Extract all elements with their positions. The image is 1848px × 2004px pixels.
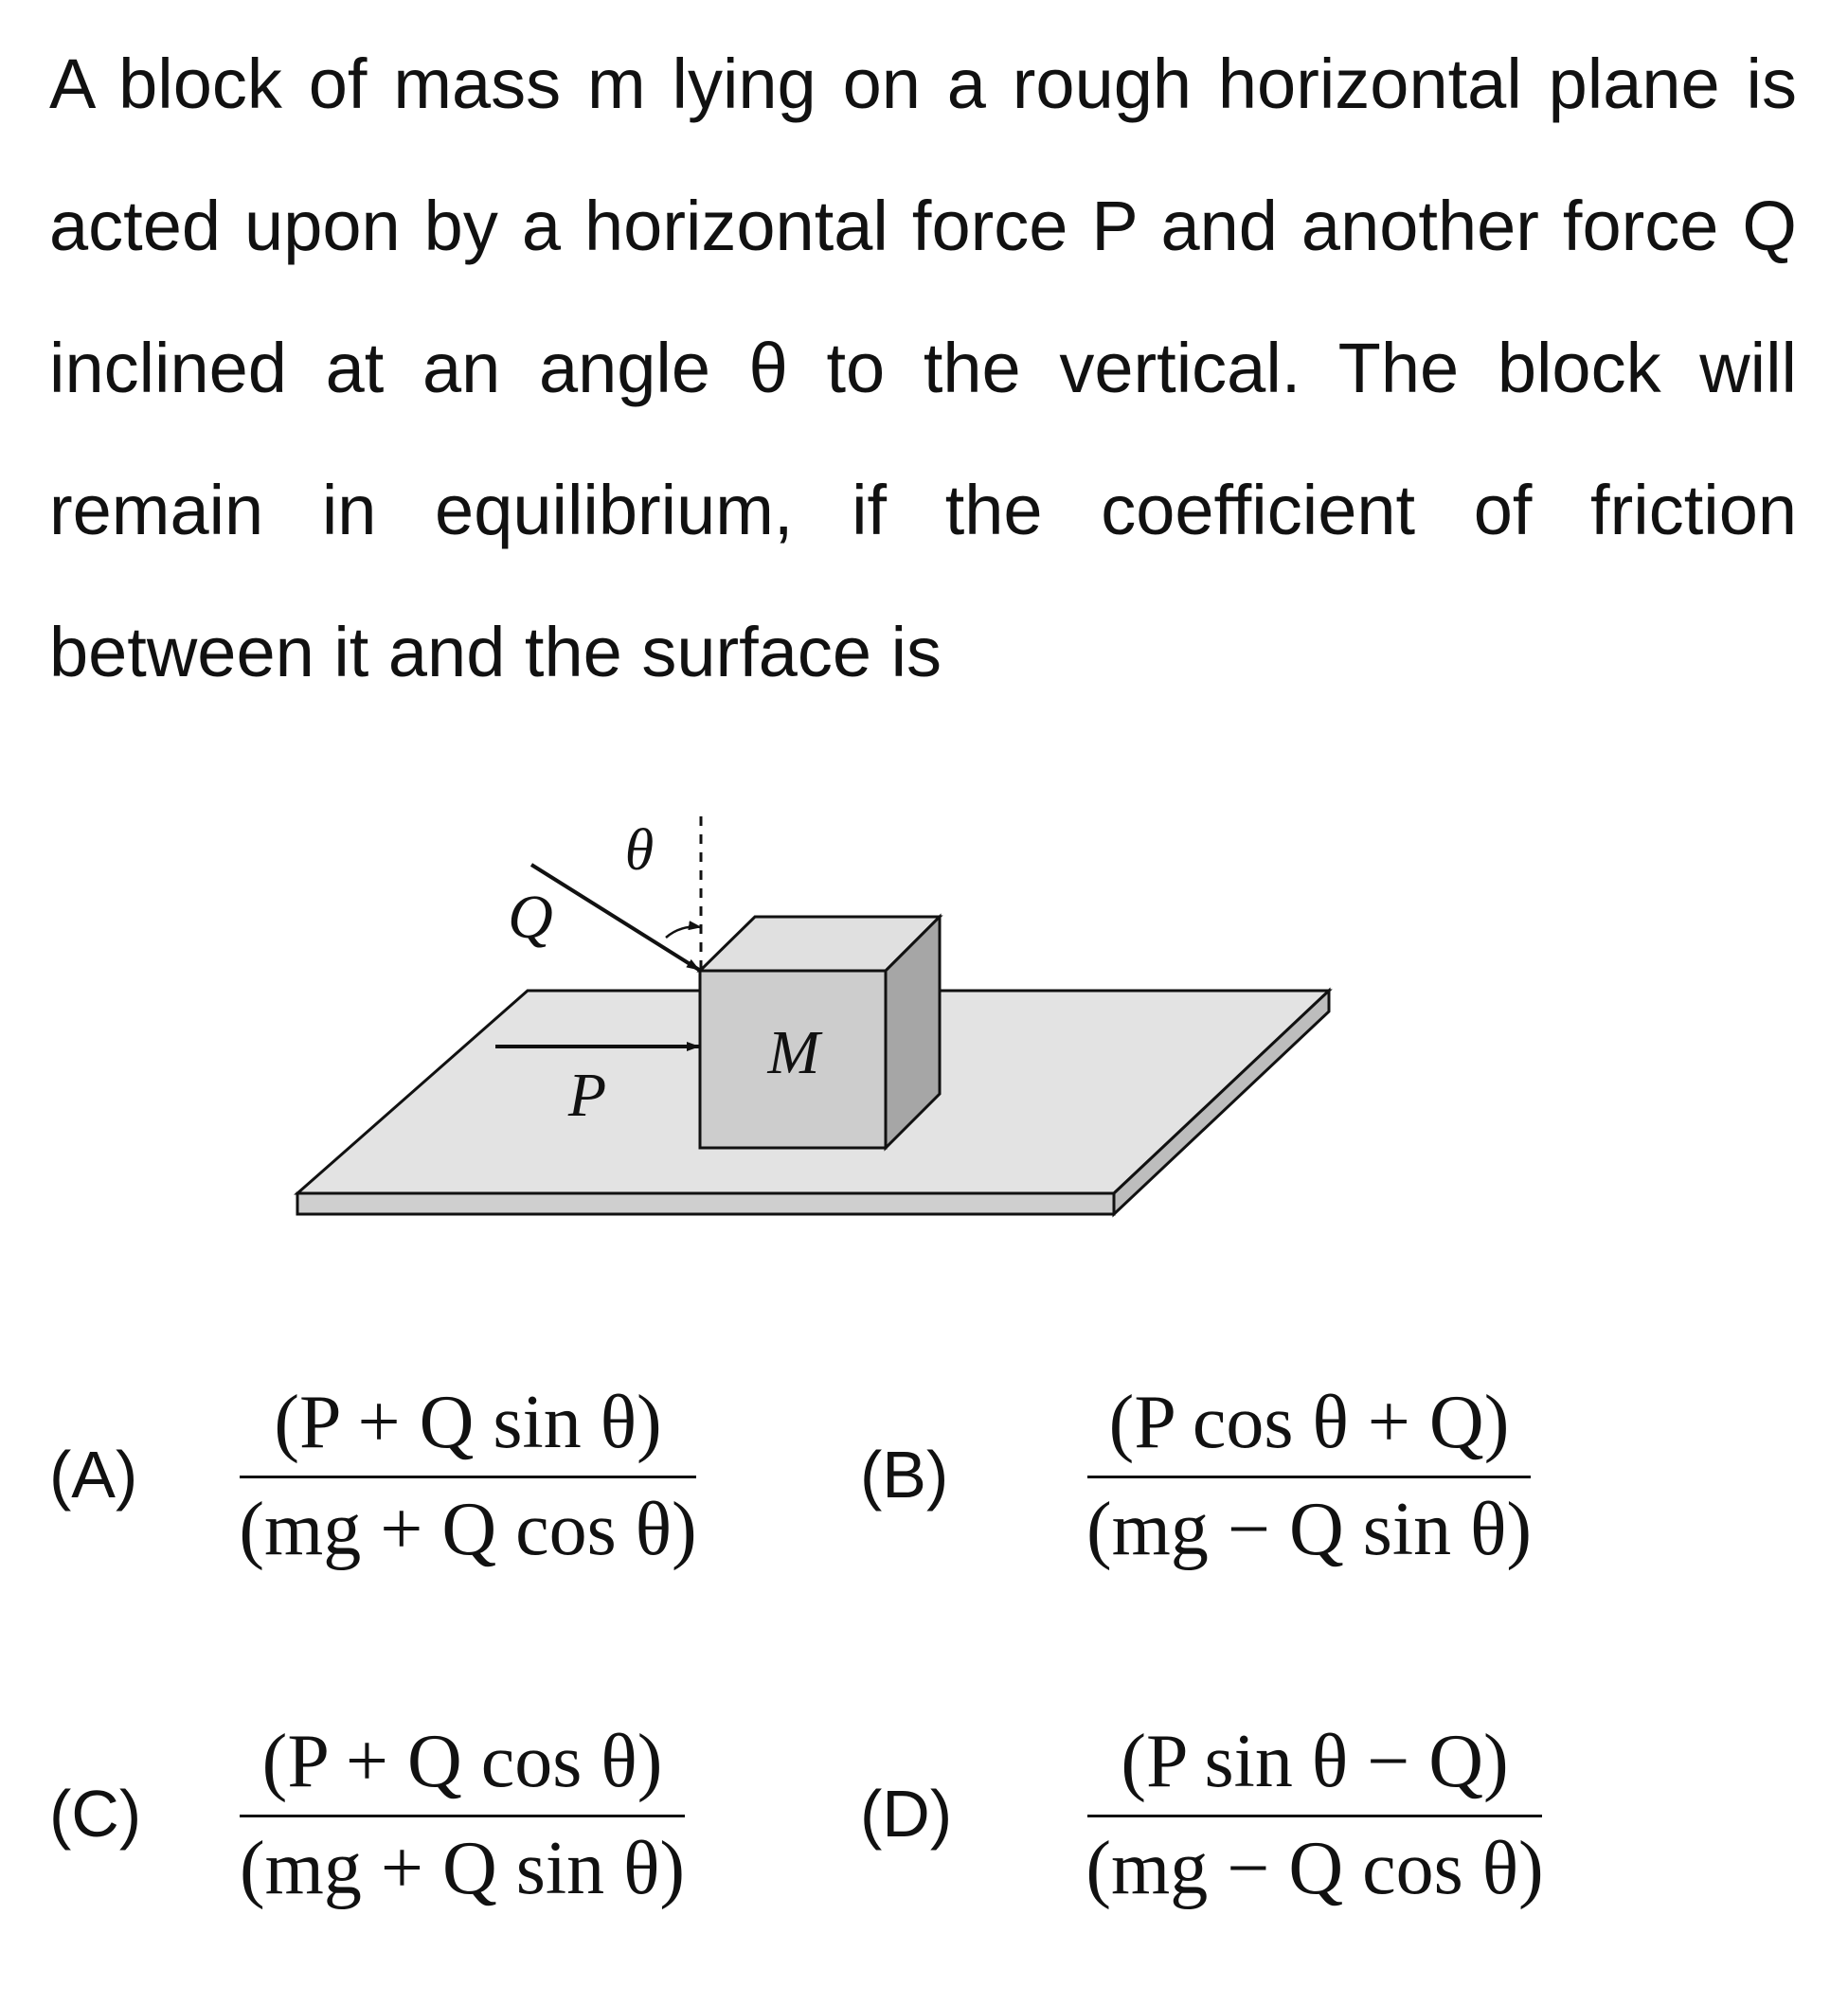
- angle-arc: [666, 927, 701, 938]
- option-d-fraction[interactable]: [1085, 1720, 1544, 1910]
- option-a-denominator: (mg + Q cos θ): [239, 1488, 697, 1571]
- option-b-numerator: (P cos θ + Q): [1108, 1381, 1510, 1464]
- label-theta: θ: [624, 818, 655, 883]
- option-a-label[interactable]: (A): [49, 1438, 138, 1512]
- question-text: A block of mass m lying on a rough horizontal plane is acted upon by a horizontal force P and another force Q inclined at an angle θ to the vertical. The block will remain in equilibrium, if the coefficient of friction between it and the surface is: [49, 45, 1797, 691]
- label-m: M: [767, 1018, 820, 1087]
- option-c-fraction[interactable]: [239, 1720, 686, 1910]
- option-d-denominator: (mg − Q cos θ): [1085, 1827, 1544, 1910]
- option-d-label[interactable]: (D): [860, 1777, 953, 1851]
- option-a-fraction[interactable]: [239, 1381, 697, 1571]
- option-b-fraction[interactable]: [1085, 1381, 1533, 1571]
- label-p: P: [567, 1061, 607, 1130]
- option-c-numerator: (P + Q cos θ): [261, 1720, 663, 1803]
- option-a-numerator: (P + Q sin θ): [274, 1381, 662, 1464]
- force-q-arrow: [531, 865, 699, 970]
- option-b-label[interactable]: (B): [860, 1438, 949, 1512]
- option-c-denominator: (mg + Q sin θ): [239, 1827, 686, 1910]
- option-d-numerator: (P sin θ − Q): [1121, 1720, 1509, 1803]
- option-c-label[interactable]: (C): [49, 1777, 142, 1851]
- option-b-denominator: (mg − Q sin θ): [1085, 1488, 1533, 1571]
- force-diagram: [294, 796, 1355, 1241]
- plane-front-edge: [297, 1193, 1114, 1214]
- label-q: Q: [508, 883, 553, 952]
